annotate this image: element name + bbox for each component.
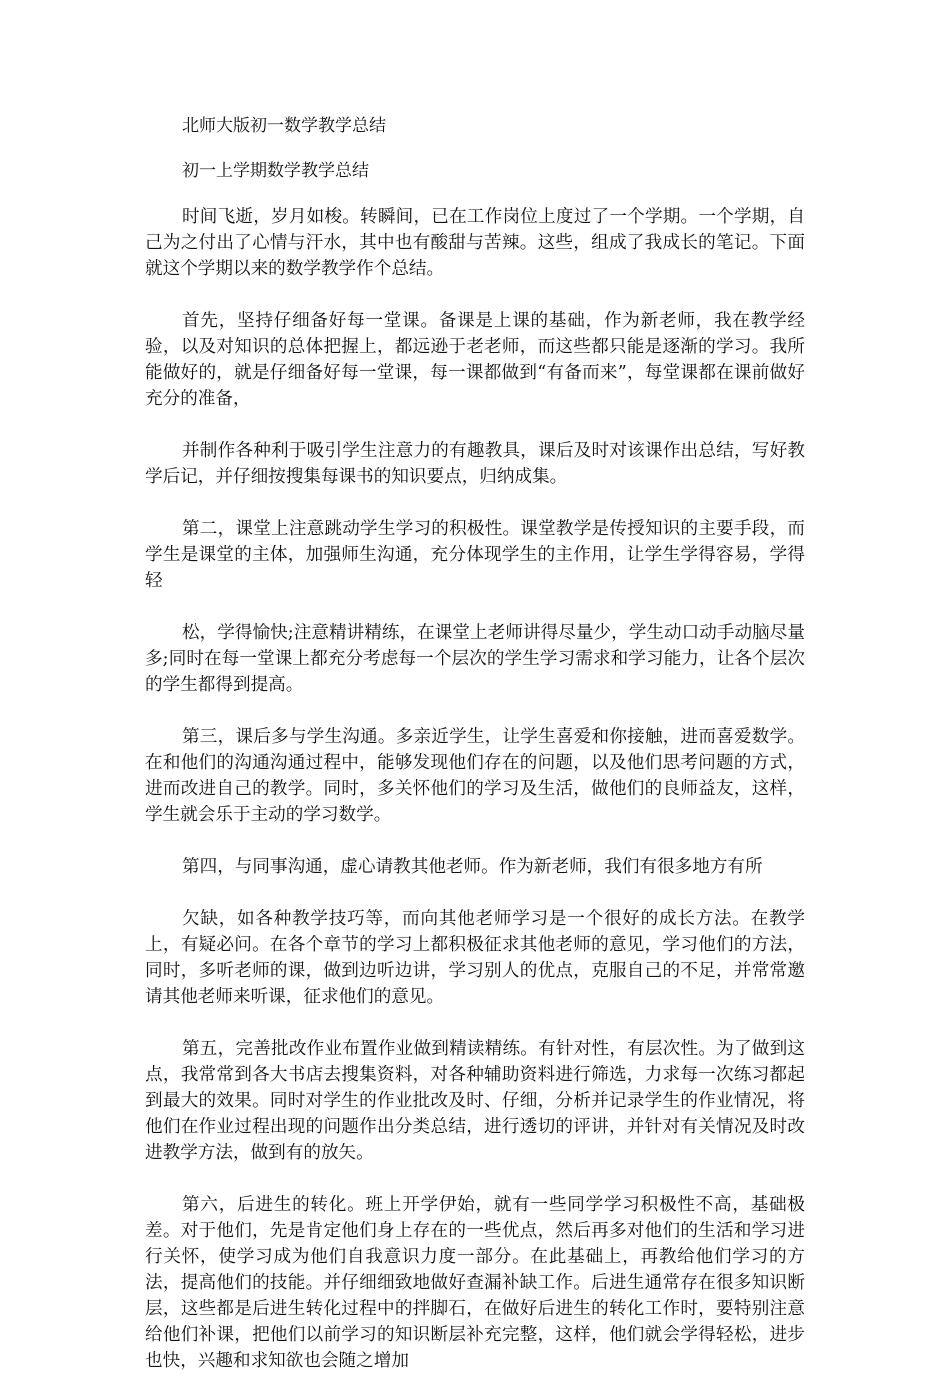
paragraph-sixth-point: 第六，后进生的转化。班上开学伊始，就有一些同学学习积极性不高，基础极差。对于他们，先是肯定他们身上存在的一些优点，然后再多对他们的生活和学习进行关怀，使学习成为他们自我意识力度一部分。在此基础上，再教给他们学习的方法，提高他们的技能。并仔细细致地做好查漏补缺工作。后进生通常存在很多知识断层，这些都是后进生转化过程中的拌脚石，在做好后进生的转化工作时，要特别注意给他们补课，把他们以前学习的知识断层补充完整，这样，他们就会学得轻松，进步也快，兴趣和求知欲也会随之增加 xyxy=(145,1195,805,1371)
document-subtitle: 初一上学期数学教学总结 xyxy=(182,161,369,181)
paragraph-fourth-point: 第四，与同事沟通，虚心请教其他老师。作为新老师，我们有很多地方有所 xyxy=(182,857,763,877)
document-title: 北师大版初一数学教学总结 xyxy=(182,116,386,136)
paragraph-intro: 时间飞逝，岁月如梭。转瞬间，已在工作岗位上度过了一个学期。一个学期，自己为之付出了心情与汗水，其中也有酸甜与苦辣。这些，组成了我成长的笔记。下面就这个学期以来的数学教学作个总结。 xyxy=(145,207,805,279)
paragraph-fifth-point: 第五，完善批改作业布置作业做到精读精练。有针对性，有层次性。为了做到这点，我常常到各大书店去搜集资料，对各种辅助资料进行筛选，力求每一次练习都起到最大的效果。同时对学生的作业批改及时、仔细，分析并记录学生的作业情况，将他们在作业过程出现的问题作出分类总结，进行透切的评讲，并针对有关情况及时改进教学方法，做到有的放矢。 xyxy=(145,1039,805,1163)
paragraph-third-point: 第三，课后多与学生沟通。多亲近学生，让学生喜爱和你接触，进而喜爱数学。在和他们的沟通沟通过程中，能够发现他们存在的问题，以及他们思考问题的方式，进而改进自己的教学。同时，多关怀他们的学习及生活，做他们的良师益友，这样，学生就会乐于主动的学习数学。 xyxy=(145,727,805,825)
paragraph-first-point-continued: 并制作各种利于吸引学生注意力的有趣教具，课后及时对该课作出总结，写好教学后记，并仔细按搜集每课书的知识要点，归纳成集。 xyxy=(145,441,805,487)
document-body xyxy=(145,204,805,1400)
paragraph-first-point: 首先，坚持仔细备好每一堂课。备课是上课的基础，作为新老师，我在教学经验，以及对知识的总体把握上，都远逊于老老师，而这些都只能是逐渐的学习。我所能做好的，就是仔细备好每一堂课，每一课都做到“有备而来”，每堂课都在课前做好充分的准备， xyxy=(145,311,805,409)
paragraph-second-point-continued: 松，学得愉快;注意精讲精练，在课堂上老师讲得尽量少，学生动口动手动脑尽量多;同时在每一堂课上都充分考虑每一个层次的学生学习需求和学习能力，让各个层次的学生都得到提高。 xyxy=(145,623,805,695)
paragraph-second-point: 第二，课堂上注意跳动学生学习的积极性。课堂教学是传授知识的主要手段，而学生是课堂的主体，加强师生沟通，充分体现学生的主作用，让学生学得容易，学得轻 xyxy=(145,519,805,591)
paragraph-fourth-point-continued: 欠缺，如各种教学技巧等，而向其他老师学习是一个很好的成长方法。在教学上，有疑必问。在各个章节的学习上都积极征求其他老师的意见，学习他们的方法，同时，多听老师的课，做到边听边讲，学习别人的优点，克服自己的不足，并常常邀请其他老师来听课，征求他们的意见。 xyxy=(145,909,805,1007)
